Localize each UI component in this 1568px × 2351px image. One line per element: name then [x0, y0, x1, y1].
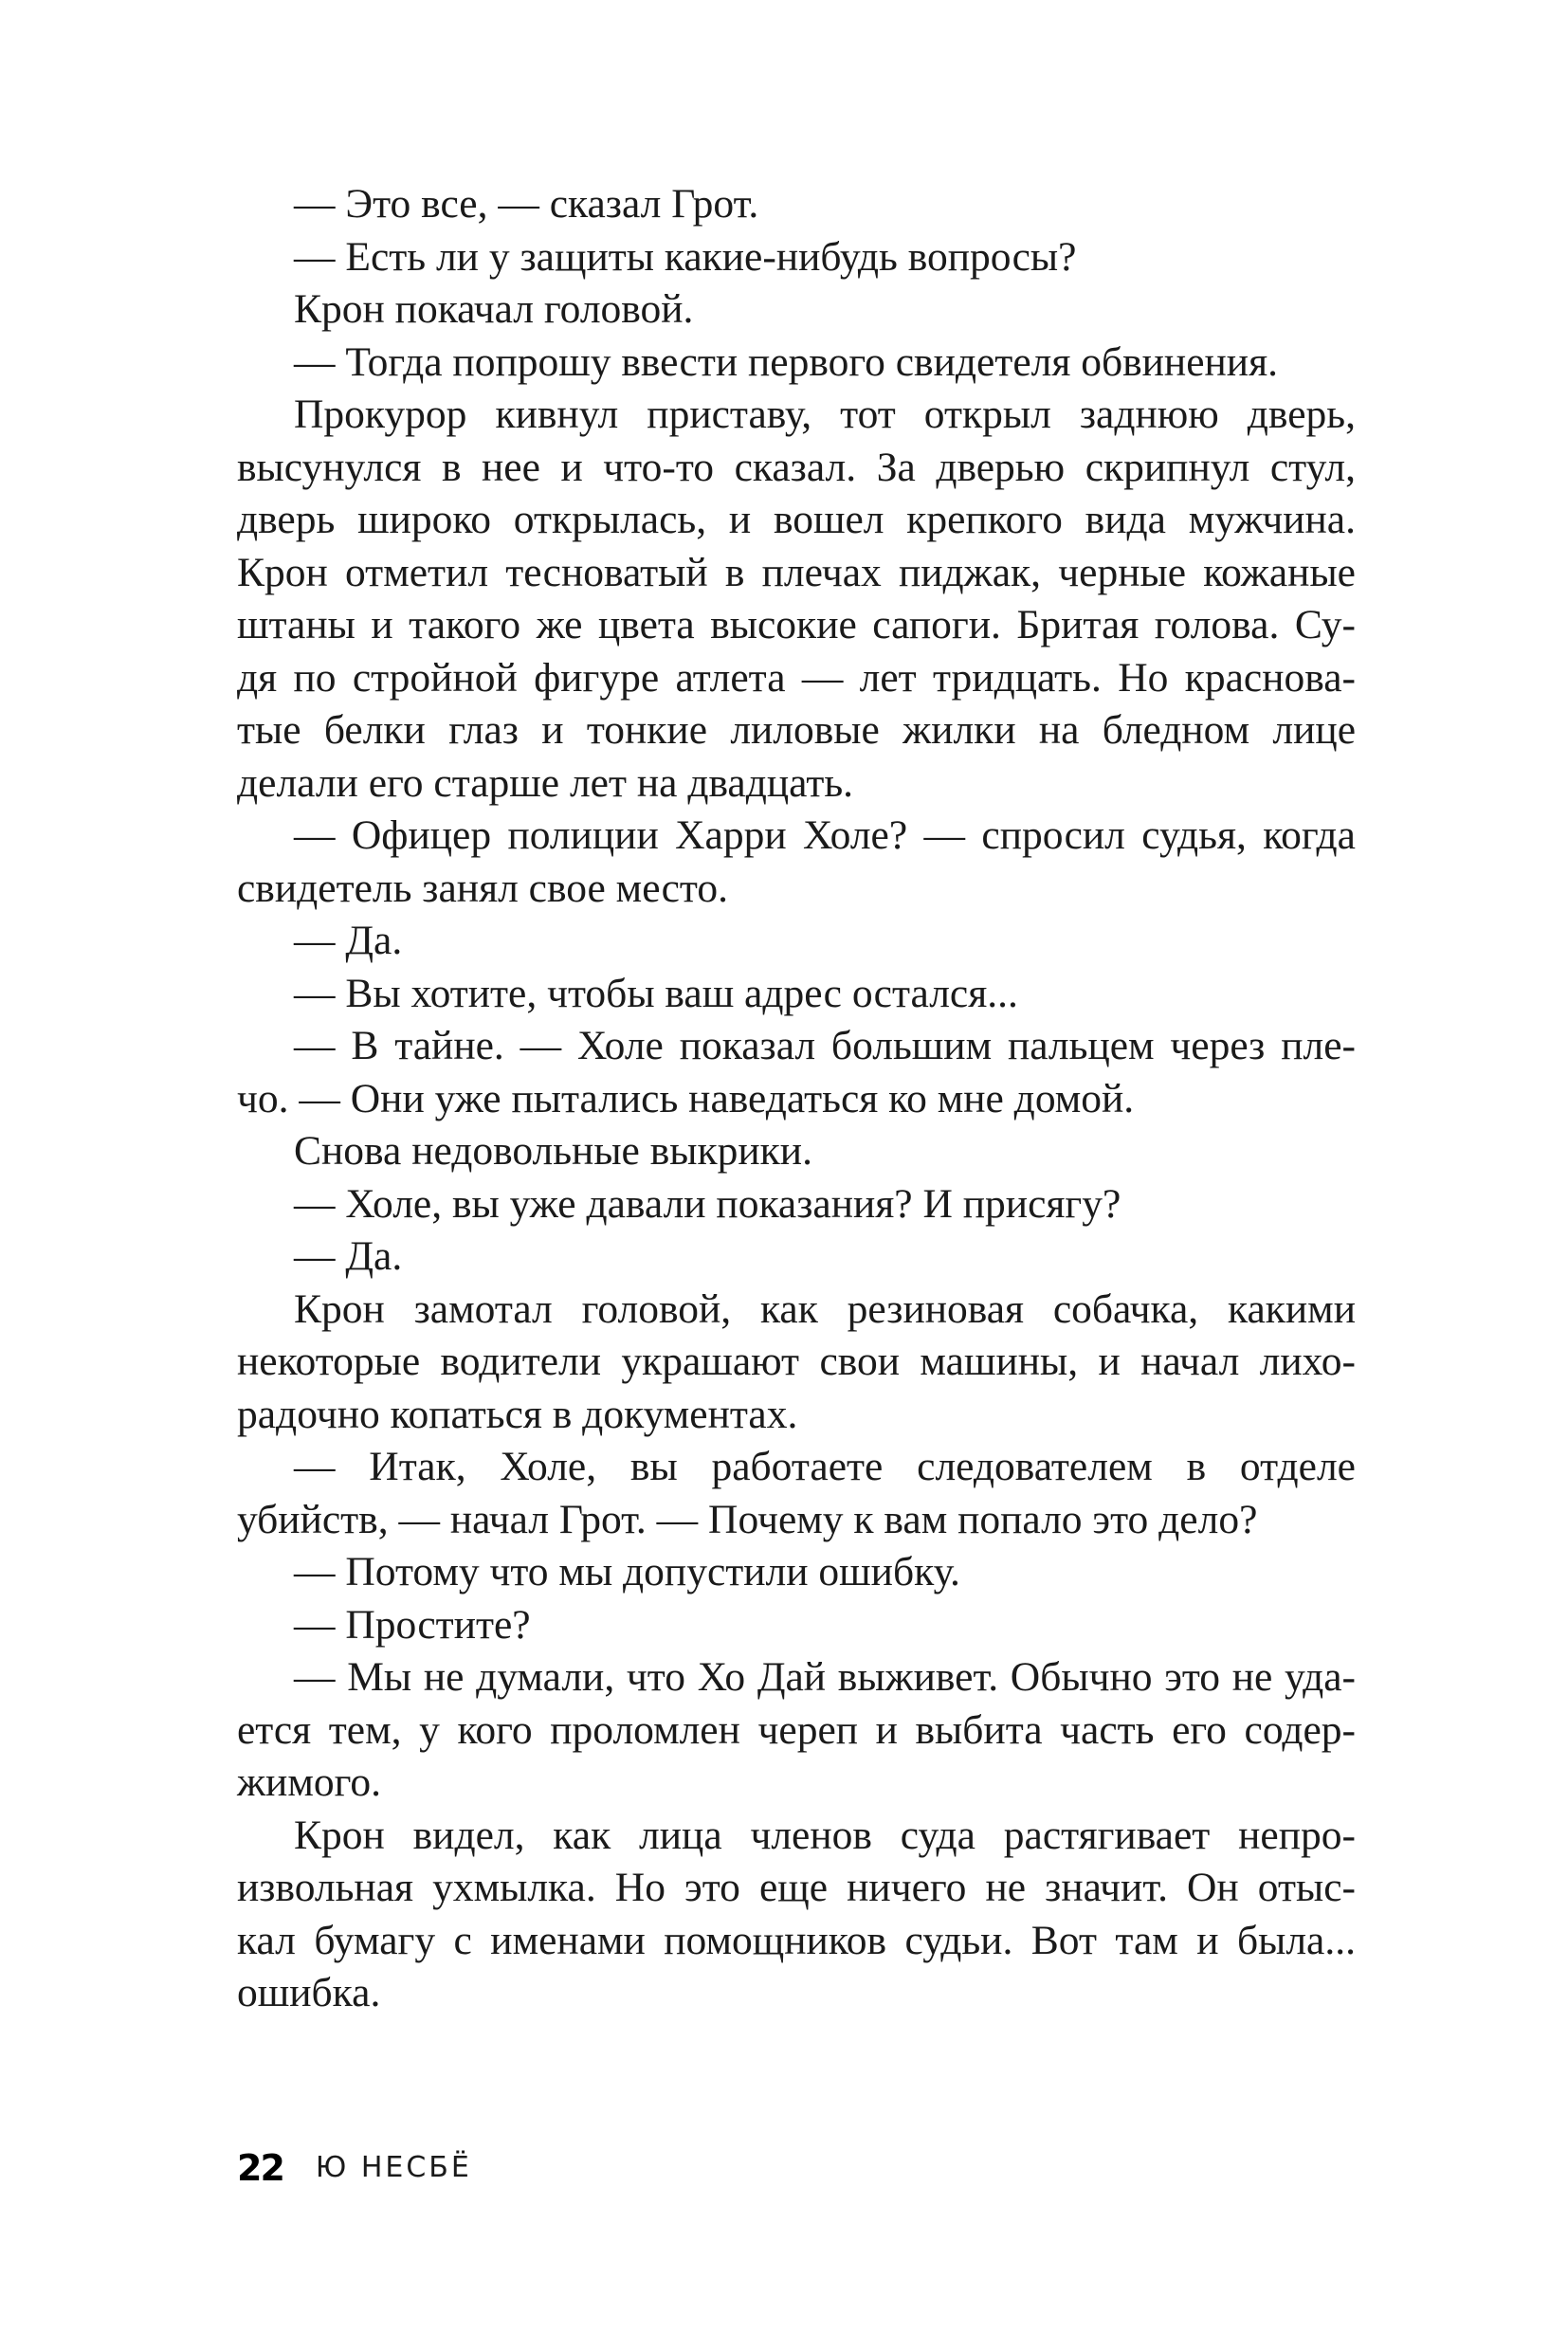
- text-line: — Холе, вы уже давали показания? И присягу?: [294, 1180, 1121, 1227]
- text-line: кал бумагу с именами помощников судьи. Вот там и была...: [237, 1917, 1356, 1963]
- text-line: — В тайне. — Холе показал большим пальцем через пле-: [294, 1023, 1356, 1068]
- text-line: Крон отметил тесноватый в плечах пиджак, черные кожаные: [237, 549, 1356, 595]
- text-line: — Это все, — сказал Грот.: [294, 181, 759, 227]
- text-line: — Простите?: [294, 1601, 531, 1648]
- text-line: убийств, — начал Грот. — Почему к вам попало это дело?: [237, 1496, 1258, 1542]
- text-line: — Есть ли у защиты какие-нибудь вопросы?: [294, 233, 1077, 280]
- text-line: высунулся в нее и что-то сказал. За дверью скрипнул стул,: [237, 444, 1356, 490]
- text-line: Прокурор кивнул приставу, тот открыл заднюю дверь,: [294, 392, 1356, 437]
- text-line: дверь широко открылась, и вошел крепкого вида мужчина.: [237, 497, 1356, 542]
- text-line: некоторые водители украшают свои машины, и начал лихо-: [237, 1339, 1356, 1384]
- text-line: — Итак, Холе, вы работаете следователем в отделе: [294, 1444, 1356, 1489]
- body-text: [237, 178, 1356, 2020]
- text-line: — Потому что мы допустили ошибку.: [294, 1549, 960, 1595]
- text-line: штаны и такого же цвета высокие сапоги. Бритая голова. Су-: [237, 602, 1356, 647]
- text-line: ется тем, у кого проломлен череп и выбита часть его содер-: [237, 1706, 1356, 1753]
- page-footer: [237, 2144, 472, 2192]
- running-head-author: Ю НЕСБЁ: [315, 2151, 472, 2185]
- text-line: Крон покачал головой.: [294, 286, 694, 332]
- text-line: — Да.: [294, 918, 403, 963]
- text-line: — Офицер полиции Харри Холе? — спросил судья, когда: [294, 812, 1356, 858]
- text-line: чо. — Они уже пытались наведаться ко мне домой.: [237, 1075, 1135, 1121]
- text-line: тые белки глаз и тонкие лиловые жилки на бледном лице: [237, 707, 1356, 753]
- text-line: ошибка.: [237, 1970, 381, 2015]
- text-line: — Вы хотите, чтобы ваш адрес остался...: [294, 970, 1018, 1016]
- text-line: Крон видел, как лица членов суда растягивает непро-: [294, 1812, 1356, 1858]
- text-line: Крон замотал головой, как резиновая собачка, какими: [294, 1285, 1356, 1332]
- text-line: радочно копаться в документах.: [237, 1391, 798, 1437]
- text-line: жимого.: [237, 1759, 381, 1805]
- text-line: — Мы не думали, что Хо Дай выживет. Обычно это не уда-: [294, 1654, 1356, 1700]
- text-line: Снова недовольные выкрики.: [294, 1128, 812, 1174]
- text-line: делали его старше лет на двадцать.: [237, 759, 854, 806]
- text-line: извольная ухмылка. Но это еще ничего не значит. Он отыс-: [237, 1865, 1356, 1910]
- text-line: — Тогда попрошу ввести первого свидетеля обвинения.: [294, 338, 1278, 385]
- text-line: дя по стройной фигуре атлета — лет тридцать. Но краснова-: [237, 654, 1356, 701]
- text-line: свидетель занял свое место.: [237, 865, 728, 911]
- text-line: — Да.: [294, 1233, 403, 1279]
- page-number: 22: [237, 2147, 283, 2190]
